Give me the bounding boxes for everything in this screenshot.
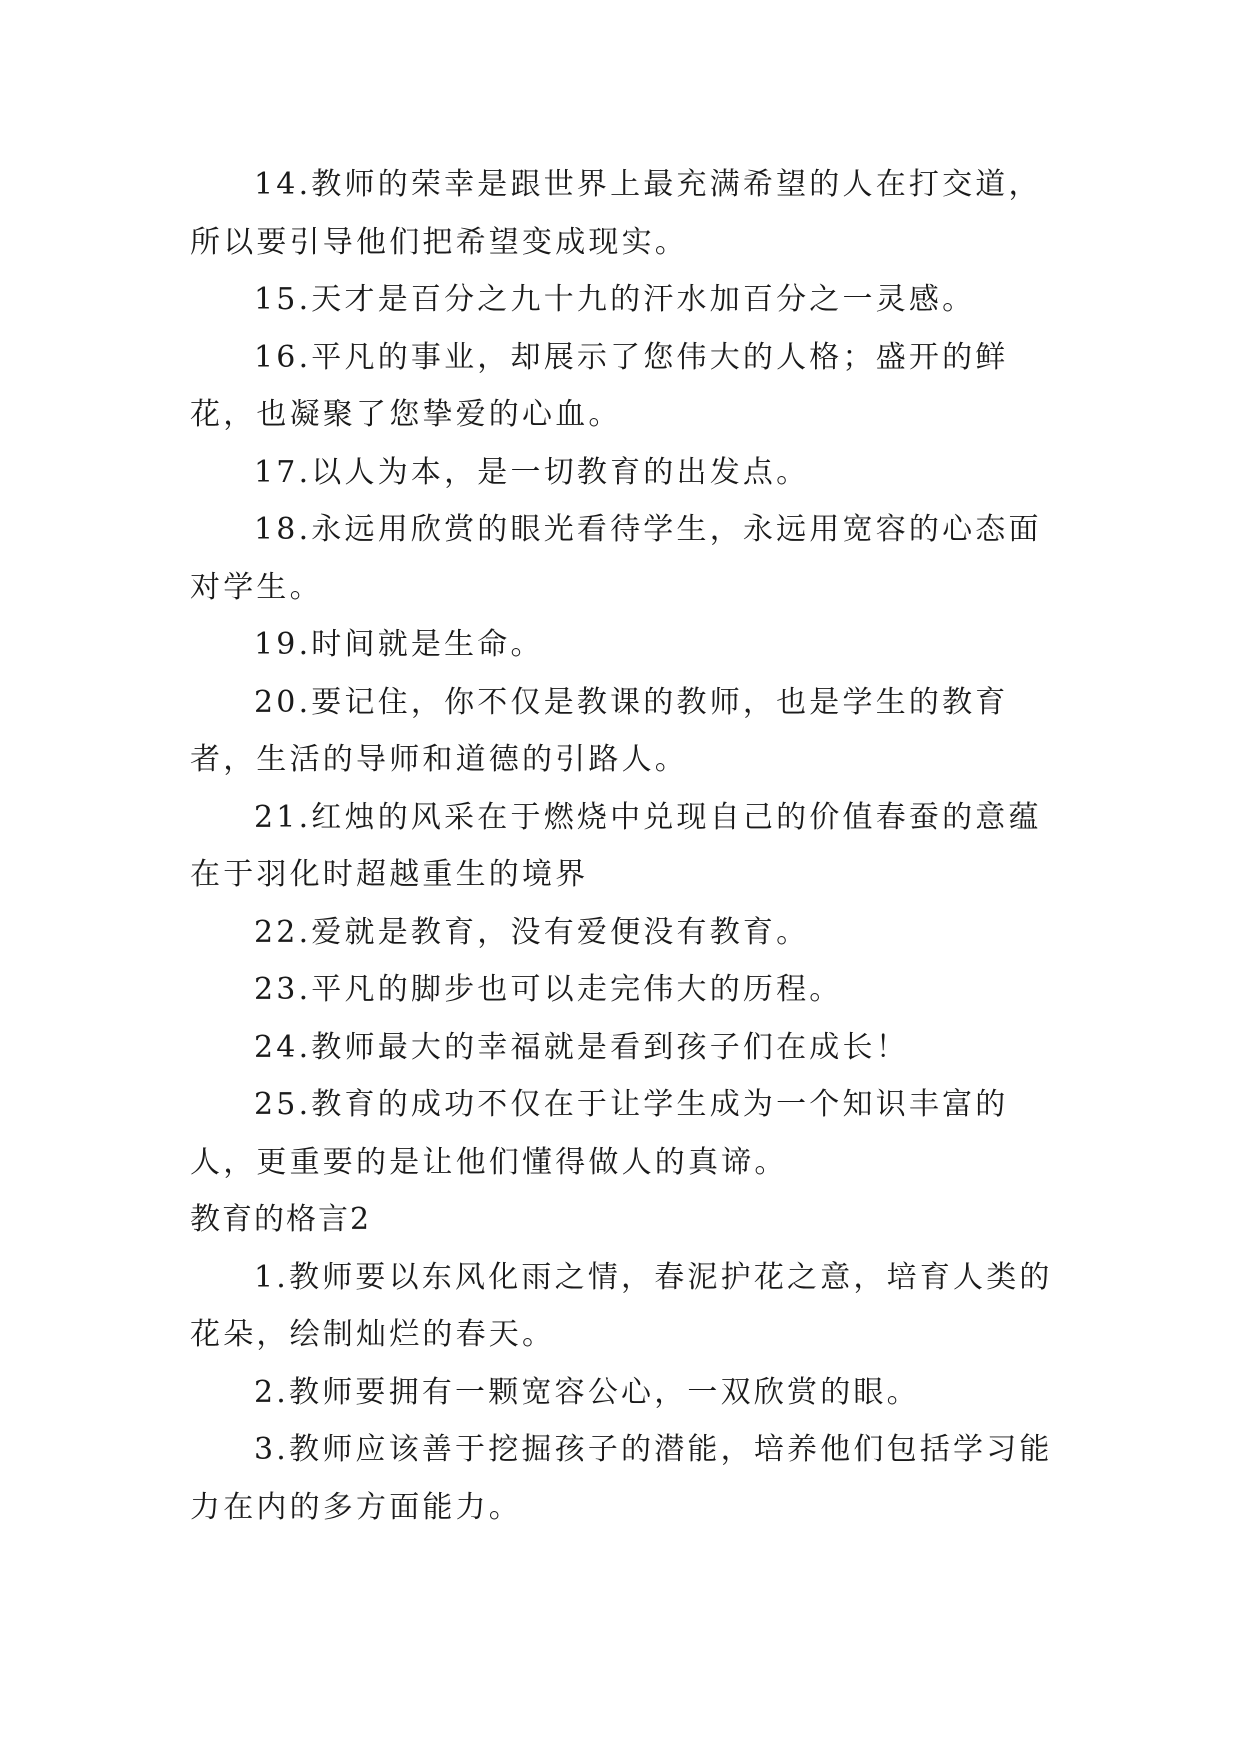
paragraph-25: 25.教育的成功不仅在于让学生成为一个知识丰富的人，更重要的是让他们懂得做人的真谛。 [190, 1087, 1009, 1180]
paragraph-2: 2.教师要拥有一颗宽容公心，一双欣赏的眼。 [254, 1374, 920, 1410]
paragraph-14: 14.教师的荣幸是跟世界上最充满希望的人在打交道，所以要引导他们把希望变成现实。 [190, 167, 1042, 260]
paragraph-19: 19.时间就是生命。 [254, 627, 544, 662]
section-heading: 教育的格言2 [190, 1202, 372, 1237]
paragraph-22: 22.爱就是教育，没有爱便没有教育。 [254, 914, 810, 950]
paragraph-3: 3.教师应该善于挖掘孩子的潜能，培养他们包括学习能力在内的多方面能力。 [190, 1432, 1053, 1525]
paragraph-17: 17.以人为本，是一切教育的出发点。 [254, 454, 810, 490]
paragraph-24: 24.教师最大的幸福就是看到孩子们在成长！ [254, 1029, 909, 1065]
paragraph-1: 1.教师要以东风化雨之情，春泥护花之意，培育人类的花朵，绘制灿烂的春天。 [190, 1259, 1053, 1352]
paragraph-20: 20.要记住，你不仅是教课的教师，也是学生的教育者，生活的导师和道德的引路人。 [190, 684, 1009, 777]
paragraph-23: 23.平凡的脚步也可以走完伟大的历程。 [254, 972, 843, 1007]
paragraph-18: 18.永远用欣赏的眼光看待学生，永远用宽容的心态面对学生。 [190, 512, 1042, 605]
paragraph-15: 15.天才是百分之九十九的汗水加百分之一灵感。 [254, 282, 976, 317]
paragraph-16: 16.平凡的事业，却展示了您伟大的人格；盛开的鲜花，也凝聚了您挚爱的心血。 [190, 339, 1009, 432]
document-page [190, 156, 1070, 1536]
paragraph-21: 21.红烛的风采在于燃烧中兑现自己的价值春蚕的意蕴在于羽化时超越重生的境界 [190, 799, 1042, 892]
